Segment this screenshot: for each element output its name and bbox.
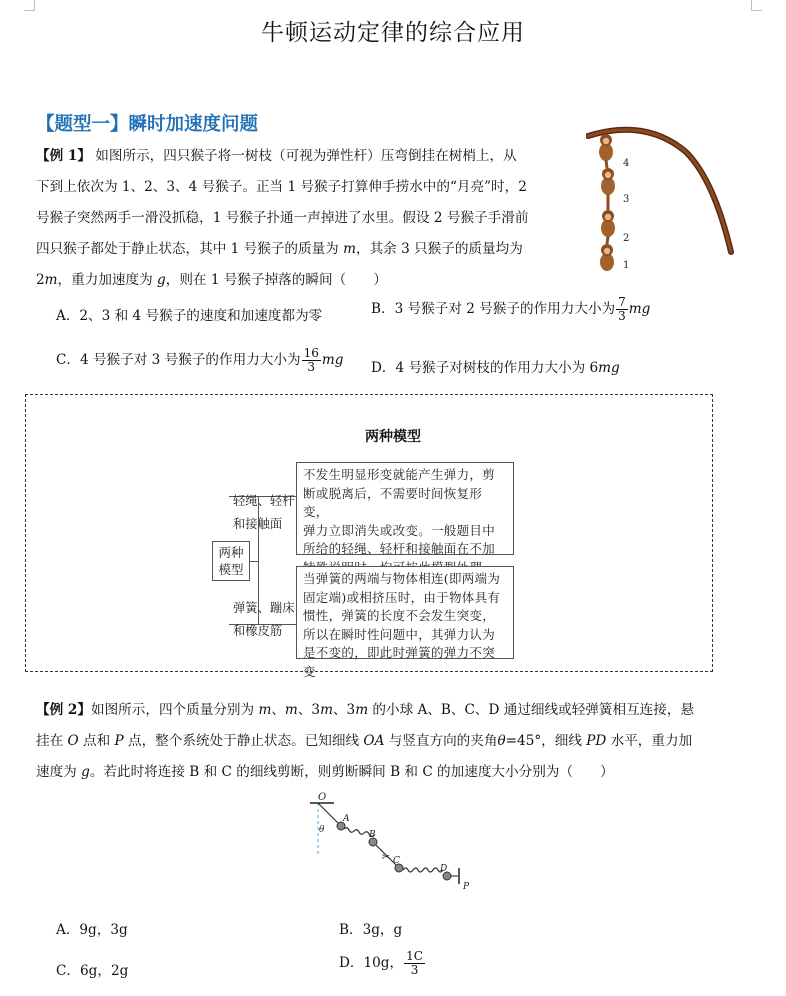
connector-root	[250, 561, 258, 562]
page-title: 牛顿运动定律的综合应用	[261, 20, 525, 46]
example2-tag: 【例 2】	[36, 702, 91, 718]
string-OA	[318, 803, 338, 823]
example2-option-a[interactable]: A．9g，3g	[56, 922, 128, 938]
model-description-2: 当弹簧的两端与物体相连(即两端为 固定端)或相挤压时，由于物体具有 惯性，弹簧的长度不会发生突变， 所以在瞬时性问题中，其弹力认为 是不变的，即此时弹簧的弹力不突变	[296, 566, 514, 659]
monkey-label-3: 3	[623, 194, 630, 205]
monkey-label-4: 4	[623, 158, 630, 169]
monkey-label-2: 2	[623, 233, 630, 244]
monkeys-on-branch-illustration	[586, 124, 746, 282]
ball-spring-diagram	[300, 790, 490, 900]
label-A: A	[343, 814, 350, 824]
example2-option-c[interactable]: C．6g，2g	[56, 963, 129, 979]
model-branch-1: 轻绳、轻杆 和接触面	[233, 494, 295, 531]
example1-option-d[interactable]: D．4 号猴子对树枝的作用力大小为 6mg	[371, 360, 620, 376]
example1-tag: 【例 1】	[36, 148, 91, 164]
page-corner-mark-left	[24, 0, 35, 11]
spring-CD	[403, 868, 443, 872]
example1-question: 【例 1】 如图所示，四只猴子将一树枝（可视为弹性杆）压弯倒挂在树梢上，从 下到上依次为 1、2、3、4 号猴子。正当 1 号猴子打算伸手捞水中的“月亮”时，2 号猴子突然两手一滑没抓稳，1 号猴子扑通一声掉进了水里。假设 2 号猴子手滑前 四只猴子都处于静止状态，其中 1 号猴子的质量为 m，其余 3 只猴子的质量均为 2m，重力加速度为 g，则在 1 号猴子掉落的瞬间（ ）	[36, 148, 529, 288]
two-models-title: 两种模型	[365, 429, 421, 445]
monkey-3	[601, 160, 615, 195]
monkey-1	[600, 236, 614, 271]
monkey-2	[601, 194, 615, 237]
model-root-box: 两种 模型	[212, 541, 250, 581]
example1-option-b[interactable]: B．3 号猴子对 2 号猴子的作用力大小为 $\frac{7}{3}$ mg	[371, 295, 651, 323]
label-C: C	[393, 856, 400, 866]
label-D: D	[440, 864, 448, 874]
monkey-label-1: 1	[623, 260, 630, 271]
page-corner-mark-right	[751, 0, 762, 11]
label-O: O	[318, 792, 327, 803]
label-B: B	[369, 830, 376, 840]
example2-question: 【例 2】如图所示，四个质量分别为 m、m、3m、3m 的小球 A、B、C、D 通过细线或轻弹簧相互连接，悬 挂在 O 点和 P 点，整个系统处于静止状态。已知细线 OA 与竖直方向的夹角θ=45°，细线 PD 水平，重力加 速度为 g。若此时将连接 B 和 C 的细线剪断，则剪断瞬间 B 和 C 的加速度大小分别为（ ）	[36, 702, 695, 780]
label-theta: θ	[319, 825, 325, 835]
section-heading: 【题型一】瞬时加速度问题	[36, 114, 259, 135]
example1-option-a[interactable]: A．2、3 和 4 号猴子的速度和加速度都为零	[56, 308, 323, 324]
model-branch-2: 弹簧、蹦床 和橡皮筋	[233, 601, 295, 638]
example2-option-d[interactable]: D．10g， $\frac{1C}{3}$	[339, 949, 423, 977]
example1-option-c[interactable]: C．4 号猴子对 3 号猴子的作用力大小为 $\frac{16}{3}$ mg	[56, 346, 344, 374]
monkey-4	[599, 134, 613, 161]
scissors-icon: ✂	[382, 852, 391, 863]
example2-option-b[interactable]: B．3g，g	[339, 922, 403, 938]
label-P: P	[463, 882, 470, 892]
model-description-1: 不发生明显形变就能产生弹力，剪 断或脱离后，不需要时间恢复形变， 弹力立即消失或改变。一般题目中 所给的轻绳、轻杆和接触面在不加	[296, 462, 514, 555]
